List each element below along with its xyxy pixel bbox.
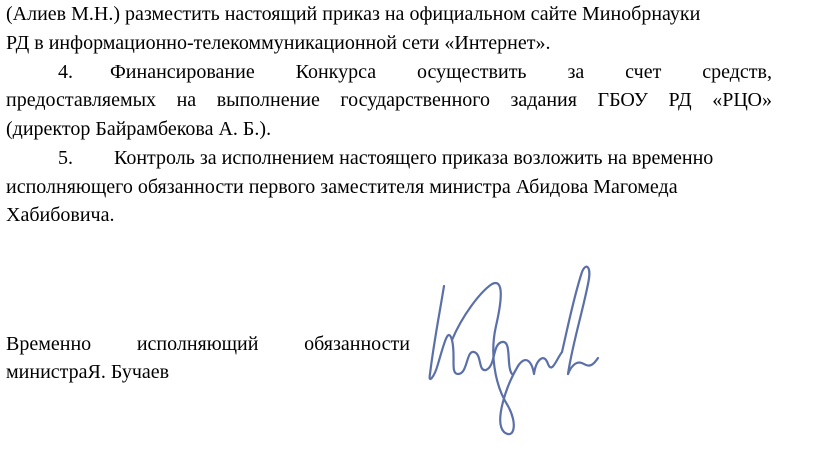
item-4-text: Финансирование Конкурса осуществить за счет средств, [110, 61, 772, 83]
item-5-line-3: Хабибовича. [6, 204, 115, 226]
item-5-line-1 [6, 146, 713, 170]
item-5-number: 5. [58, 147, 73, 169]
signature-title-line-2: министраЯ. Бучаев [6, 361, 170, 383]
paragraph-line: РД в информационно-телекоммуникационной сети «Интернет». [6, 32, 551, 54]
paragraph-line: (Алиев М.Н.) разместить настоящий приказ на официальном сайте Минобрнауки [6, 3, 701, 25]
handwritten-signature [422, 256, 602, 446]
item-4-line-1 [6, 60, 772, 84]
item-5-text: Контроль за исполнением настоящего приказа возложить на временно [114, 147, 714, 169]
item-4-line-2: предоставляемых на выполнение государственного задания ГБОУ РД «РЦО» [6, 89, 772, 111]
item-5-line-2: исполняющего обязанности первого заместителя министра Абидова Магомеда [6, 176, 678, 198]
signature-title-line-1: Временно исполняющий обязанности [6, 333, 410, 355]
item-4-line-3: (директор Байрамбекова А. Б.). [6, 118, 272, 140]
item-4-number: 4. [58, 61, 73, 83]
